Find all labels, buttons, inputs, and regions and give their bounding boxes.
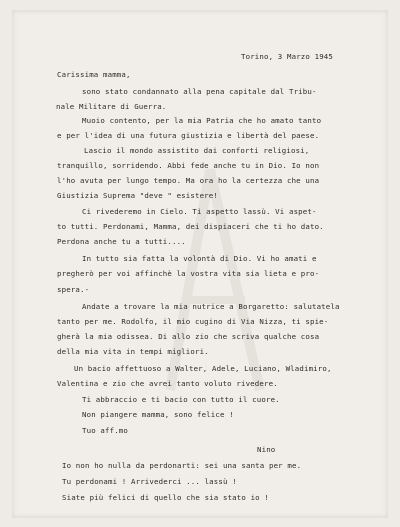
letter-line: e per l'idea di una futura giustizia e libertà del paese. bbox=[57, 131, 320, 140]
letter-line: Ci rivederemo in Cielo. Ti aspetto lassù. Vi aspet- bbox=[82, 207, 317, 216]
letter-line: nale Militare di Guerra. bbox=[56, 102, 167, 111]
letter-line: Lascio il mondo assistito dai conforti religiosi, bbox=[84, 146, 310, 155]
letter-line: Valentina e zio che avrei tanto voluto rivedere. bbox=[57, 379, 278, 388]
letter-line: Giustizia Suprema "deve " esistere! bbox=[57, 191, 218, 200]
salutation: Carissima mamma, bbox=[57, 70, 131, 79]
letter-line: Un bacio affettuoso a Walter, Adele, Luciano, Wladimiro, bbox=[74, 364, 332, 373]
letter-line: spera.- bbox=[57, 285, 90, 294]
signature: Nino bbox=[257, 445, 276, 454]
letter-line: to tutti. Perdonami, Mamma, dei dispiaceri che ti ho dato. bbox=[57, 222, 324, 231]
letter-line: sono stato condannato alla pena capitale dal Tribu- bbox=[82, 87, 317, 96]
letter-line: gherà la mia odissea. Di allo zio che scriva qualche cosa bbox=[57, 332, 320, 341]
postscript-line: Tu perdonami ! Arrivederci ... lassù ! bbox=[62, 477, 237, 486]
letter-line: Andate a trovare la mia nutrice a Borgaretto: salutatela bbox=[82, 302, 340, 311]
letter-line: Muoio contento, per la mia Patria che ho amato tanto bbox=[82, 116, 322, 125]
letter-line: Non piangere mamma, sono felice ! bbox=[82, 410, 234, 419]
place-date: Torino, 3 Marzo 1945 bbox=[241, 52, 333, 61]
letter-line: In tutto sia fatta la volontà di Dio. Vi ho amati e bbox=[82, 254, 317, 263]
letter-line: della mia vita in tempi migliori. bbox=[57, 347, 209, 356]
postscript-line: Io non ho nulla da perdonarti: sei una santa per me. bbox=[62, 461, 302, 470]
letter-line: l'ho avuta per lungo tempo. Ma ora ho la certezza che una bbox=[57, 176, 320, 185]
letter-line: tanto per me. Rodolfo, il mio cugino di Via Nizza, ti spie- bbox=[57, 317, 329, 326]
postscript-line: Siate più felici di quello che sia stato io ! bbox=[62, 493, 269, 502]
letter-line: Ti abbraccio e ti bacio con tutto il cuore. bbox=[82, 395, 280, 404]
letter-line: pregherò per voi affinchè la vostra vita sia lieta e pro- bbox=[57, 269, 320, 278]
letter-line: tranquillo, sorridendo. Abbi fede anche tu in Dio. Io non bbox=[57, 161, 320, 170]
closing: Tuo aff.mo bbox=[82, 426, 128, 435]
letter-line: Perdona anche tu a tutti.... bbox=[57, 237, 186, 246]
